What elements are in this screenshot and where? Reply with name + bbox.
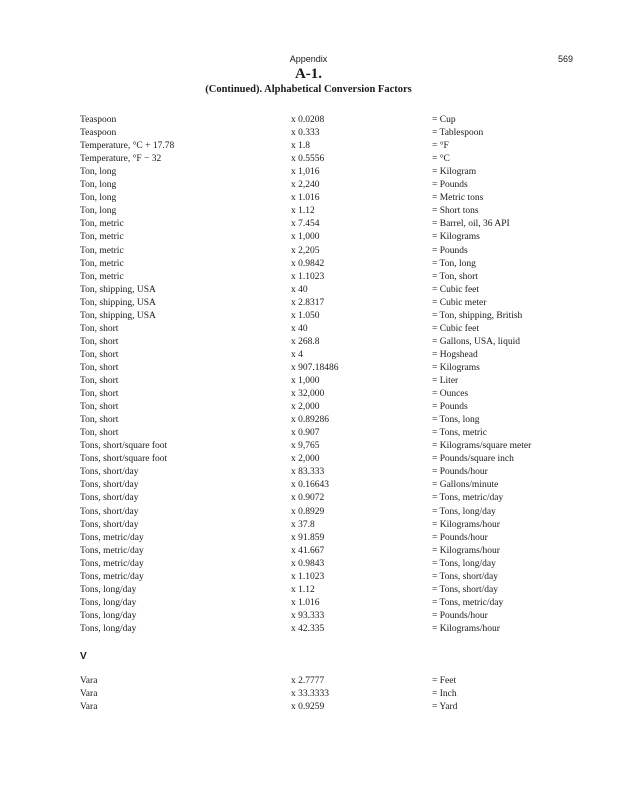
from-unit: Ton, metric [80,232,124,243]
from-unit: Ton, short [80,428,119,439]
table-row [0,284,617,297]
table-row [0,362,617,375]
to-unit: = Pounds/hour [432,532,488,543]
factor-value: x 2,000 [291,402,320,413]
to-unit: = Yard [432,702,458,712]
table-row [0,532,617,545]
from-unit: Tons, short/day [80,506,139,517]
factor-value: x 40 [291,323,308,334]
factor-value: x 1.016 [291,597,320,608]
to-unit: = Tons, metric [432,428,487,439]
table-row [0,231,617,244]
table-row [0,466,617,479]
to-unit: = Ounces [432,389,469,400]
table-row [0,153,617,166]
table-row [0,245,617,258]
from-unit: Ton, short [80,415,119,426]
from-unit: Ton, short [80,323,119,334]
table-row [0,688,617,701]
table-row [0,349,617,362]
to-unit: = °F [432,141,449,152]
to-unit: = Tons, long/day [432,506,496,517]
from-unit: Ton, short [80,336,119,347]
factor-value: x 42.335 [291,623,325,634]
table-row [0,610,617,623]
factor-value: x 4 [291,349,303,360]
to-unit: = Gallons/minute [432,480,499,491]
factor-value: x 37.8 [291,519,315,530]
from-unit: Tons, metric/day [80,571,144,582]
table-row [0,427,617,440]
from-unit: Tons, metric/day [80,545,144,556]
factor-value: x 0.16643 [291,480,329,491]
table-row [0,675,617,688]
from-unit: Ton, long [80,167,117,178]
from-unit: Tons, long/day [80,597,137,608]
factor-value: x 0.9843 [291,558,325,569]
to-unit: = Cup [432,115,456,125]
to-unit: = °C [432,154,450,165]
factor-value: x 33.3333 [291,689,329,699]
factor-value: x 0.5556 [291,154,325,165]
from-unit: Tons, metric/day [80,532,144,543]
to-unit: = Tablespoon [432,128,484,139]
to-unit: = Pounds/hour [432,610,488,621]
table-row [0,258,617,271]
factor-value: x 0.89286 [291,415,329,426]
factor-value: x 0.9259 [291,702,325,712]
table-row [0,310,617,323]
section-letter-v: V [80,651,87,662]
table-row [0,205,617,218]
factor-value: x 32,000 [291,389,325,400]
factor-value: x 1.1023 [291,571,325,582]
to-unit: = Ton, long [432,258,476,269]
from-unit: Ton, shipping, USA [80,284,156,295]
from-unit: Tons, short/day [80,519,139,530]
to-unit: = Inch [432,689,457,699]
table-row [0,479,617,492]
from-unit: Tons, metric/day [80,558,144,569]
table-row [0,375,617,388]
table-row [0,519,617,532]
factor-value: x 1.12 [291,584,315,595]
factor-value: x 1.050 [291,310,320,321]
from-unit: Vara [80,702,98,712]
table-row [0,492,617,505]
to-unit: = Ton, short [432,271,478,282]
from-unit: Ton, long [80,193,117,204]
factor-value: x 40 [291,284,308,295]
table-row [0,388,617,401]
from-unit: Tons, long/day [80,623,137,634]
factor-value: x 1,000 [291,232,320,243]
factor-value: x 2.7777 [291,676,325,686]
factor-value: x 0.9072 [291,493,325,504]
factor-value: x 9,765 [291,441,320,452]
factor-value: x 907.18486 [291,362,339,373]
factor-value: x 268.8 [291,336,320,347]
factor-value: x 1.8 [291,141,310,152]
to-unit: = Pounds [432,180,468,191]
from-unit: Tons, long/day [80,584,137,595]
to-unit: = Tons, short/day [432,584,499,595]
to-unit: = Ton, shipping, British [432,310,523,321]
to-unit: = Tons, long [432,415,480,426]
to-unit: = Pounds [432,402,468,413]
to-unit: = Liter [432,376,459,386]
from-unit: Ton, short [80,349,119,360]
to-unit: = Cubic meter [432,297,487,308]
from-unit: Ton, shipping, USA [80,297,156,308]
to-unit: = Tons, short/day [432,571,499,582]
table-title: A-1. [294,66,323,82]
table-row [0,584,617,597]
factor-value: x 0.9842 [291,258,325,269]
factor-value: x 93.333 [291,610,325,621]
table-row [0,179,617,192]
from-unit: Ton, metric [80,271,124,282]
from-unit: Tons, short/day [80,480,139,491]
from-unit: Ton, metric [80,219,124,230]
table-row [0,336,617,349]
table-subtitle: (Continued). Alphabetical Conversion Factors [205,84,412,95]
to-unit: = Pounds [432,245,468,256]
factor-value: x 2,205 [291,245,320,256]
factor-value: x 7.454 [291,219,320,230]
factor-value: x 2,240 [291,180,320,191]
to-unit: = Kilograms [432,362,480,373]
to-unit: = Kilogram [432,167,477,178]
from-unit: Teaspoon [80,115,117,125]
to-unit: = Tons, metric/day [432,597,504,608]
from-unit: Tons, short/square foot [80,454,168,465]
header-label: Appendix [289,54,328,64]
to-unit: = Kilograms/hour [432,623,500,634]
table-row [0,597,617,610]
to-unit: = Metric tons [432,193,484,204]
table-row [0,297,617,310]
factor-value: x 0.0208 [291,115,325,125]
factor-value: x 2.8317 [291,297,325,308]
to-unit: = Feet [432,676,457,686]
table-row [0,271,617,284]
factor-value: x 1,000 [291,376,320,386]
to-unit: = Pounds/square inch [432,454,514,465]
from-unit: Ton, long [80,206,117,217]
factor-value: x 1,016 [291,167,320,178]
table-row [0,571,617,584]
to-unit: = Tons, long/day [432,558,496,569]
from-unit: Ton, metric [80,245,124,256]
table-row [0,192,617,205]
factor-value: x 2,000 [291,454,320,465]
to-unit: = Short tons [432,206,479,217]
table-row [0,701,617,714]
table-row [0,623,617,636]
from-unit: Tons, short/square foot [80,441,168,452]
from-unit: Tons, short/day [80,493,139,504]
factor-value: x 1.016 [291,193,320,204]
factor-value: x 1.1023 [291,271,325,282]
to-unit: = Kilograms/hour [432,519,500,530]
from-unit: Ton, long [80,180,117,191]
to-unit: = Hogshead [432,349,478,360]
from-unit: Ton, short [80,402,119,413]
table-row [0,127,617,140]
from-unit: Temperature, °F − 32 [80,154,162,165]
to-unit: = Pounds/hour [432,467,488,478]
from-unit: Teaspoon [80,128,117,139]
table-row [0,401,617,414]
table-row [0,114,617,127]
table-row [0,414,617,427]
from-unit: Ton, short [80,362,119,373]
from-unit: Tons, short/day [80,467,139,478]
from-unit: Temperature, °C + 17.78 [80,141,175,152]
to-unit: = Tons, metric/day [432,493,504,504]
from-unit: Vara [80,676,98,686]
from-unit: Ton, short [80,389,119,400]
factor-value: x 0.8929 [291,506,325,517]
from-unit: Ton, shipping, USA [80,310,156,321]
factor-value: x 0.333 [291,128,320,139]
to-unit: = Kilograms [432,232,480,243]
table-row [0,545,617,558]
to-unit: = Kilograms/hour [432,545,500,556]
table-row [0,218,617,231]
from-unit: Vara [80,689,98,699]
to-unit: = Kilograms/square meter [432,441,532,452]
table-row [0,440,617,453]
from-unit: Tons, long/day [80,610,137,621]
table-row [0,558,617,571]
table-row [0,140,617,153]
page-number: 569 [558,54,574,64]
to-unit: = Barrel, oil, 36 API [432,219,510,230]
table-row [0,506,617,519]
to-unit: = Cubic feet [432,284,480,295]
to-unit: = Gallons, USA, liquid [432,336,520,347]
table-row [0,453,617,466]
factor-value: x 83.333 [291,467,325,478]
table-row [0,166,617,179]
from-unit: Ton, short [80,376,119,386]
factor-value: x 0.907 [291,428,320,439]
to-unit: = Cubic feet [432,323,480,334]
factor-value: x 41.667 [291,545,325,556]
factor-value: x 1.12 [291,206,315,217]
from-unit: Ton, metric [80,258,124,269]
factor-value: x 91.859 [291,532,325,543]
table-row [0,323,617,336]
